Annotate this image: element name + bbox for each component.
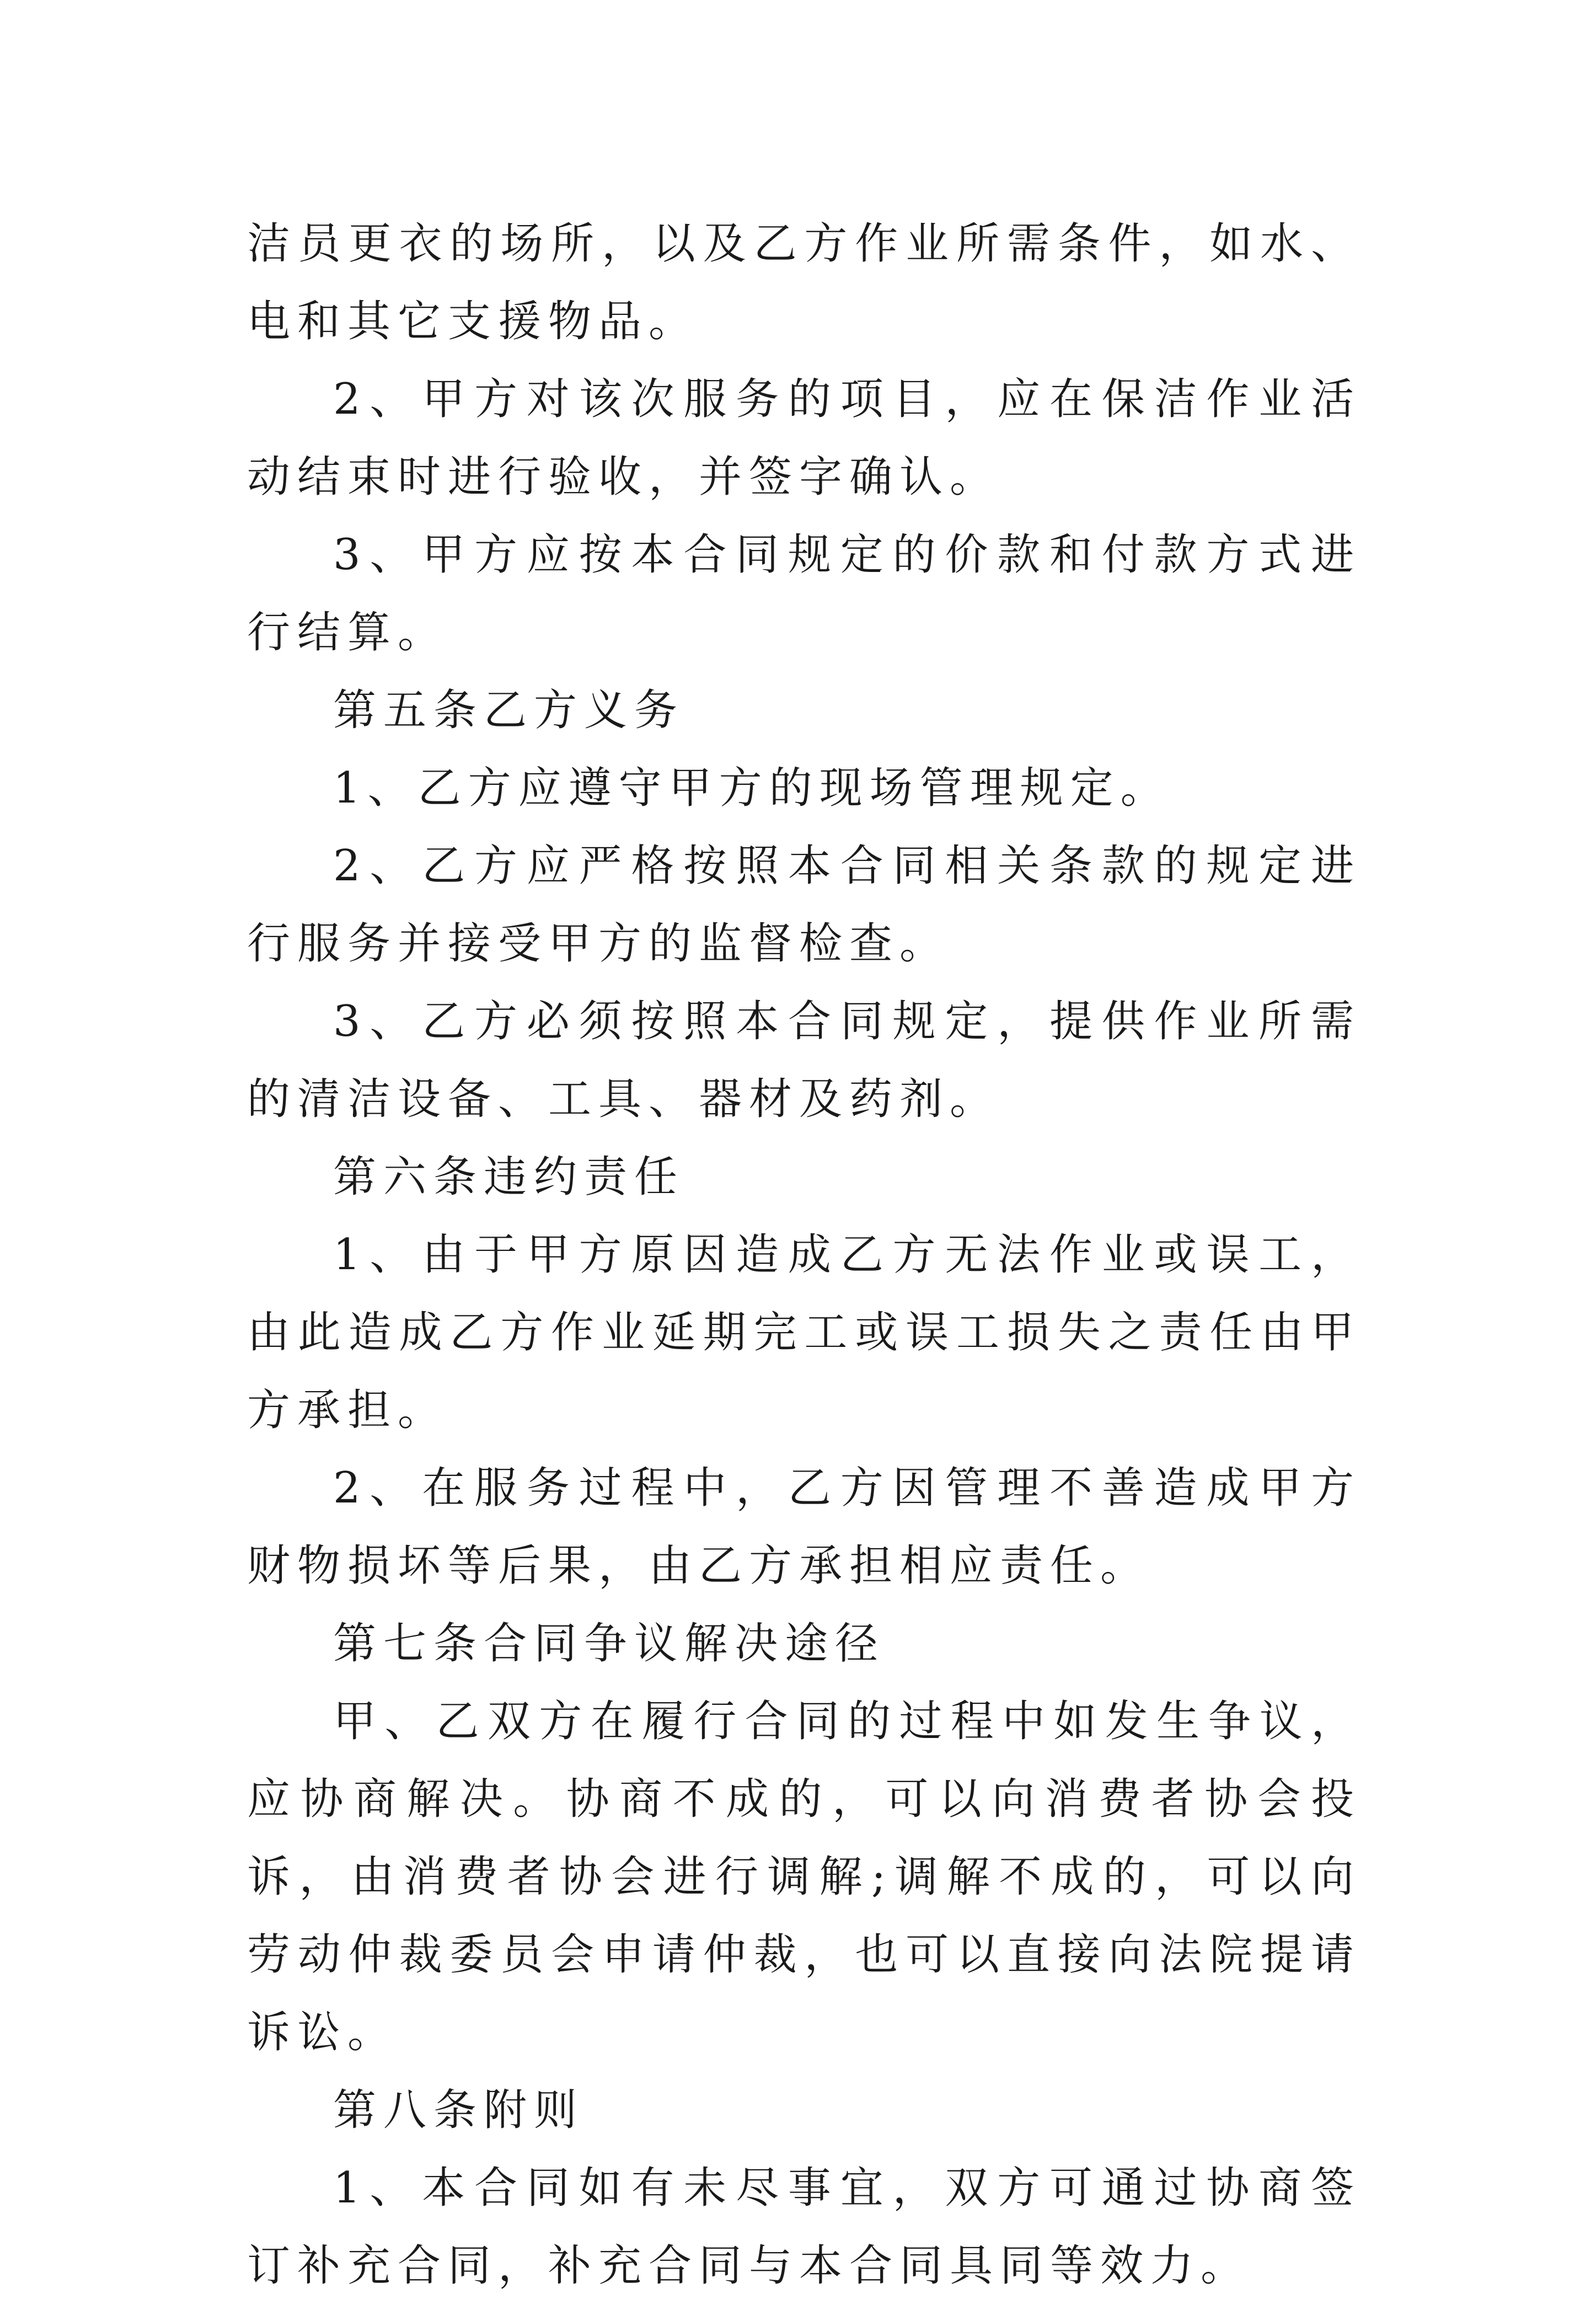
section-heading-article-5: 第五条乙方义务	[333, 686, 685, 735]
paragraph-3: 3、甲方应按本合同规定的价款和付款方式进行结算。	[247, 530, 1361, 657]
paragraph-14: 1、本合同如有未尽事宜，双方可通过协商签订补充合同，补充合同与本合同具同等效力。	[247, 2163, 1361, 2291]
paragraph-7: 3、乙方必须按照本合同规定，提供作业所需的清洁设备、工具、器材及药剂。	[247, 997, 1361, 1124]
paragraph-12: 甲、乙双方在履行合同的过程中如发生争议，应协商解决。协商不成的，可以向消费者协会投诉，由消费者协会进行调解;调解不成的，可以向劳动仲裁委员会申请仲裁，也可以直接向法院提请诉讼。	[247, 1697, 1361, 2057]
section-heading-article-8: 第八条附则	[333, 2085, 585, 2135]
section-heading-article-6: 第六条违约责任	[333, 1152, 685, 1202]
paragraph-2: 2、甲方对该次服务的项目，应在保洁作业活动结束时进行验收，并签字确认。	[247, 375, 1361, 502]
paragraph-6: 2、乙方应严格按照本合同相关条款的规定进行服务并接受甲方的监督检查。	[247, 841, 1361, 969]
paragraph-5: 1、乙方应遵守甲方的现场管理规定。	[333, 763, 1171, 813]
section-heading-article-7: 第七条合同争议解决途径	[333, 1619, 886, 1668]
paragraph-9: 1、由于甲方原因造成乙方无法作业或误工，由此造成乙方作业延期完工或误工损失之责任由甲方承担。	[247, 1230, 1361, 1435]
document-body	[247, 205, 1361, 2305]
paragraph-1: 洁员更衣的场所，以及乙方作业所需条件，如水、电和其它支援物品。	[247, 219, 1361, 346]
paragraph-10: 2、在服务过程中，乙方因管理不善造成甲方财物损坏等后果，由乙方承担相应责任。	[247, 1463, 1361, 1591]
